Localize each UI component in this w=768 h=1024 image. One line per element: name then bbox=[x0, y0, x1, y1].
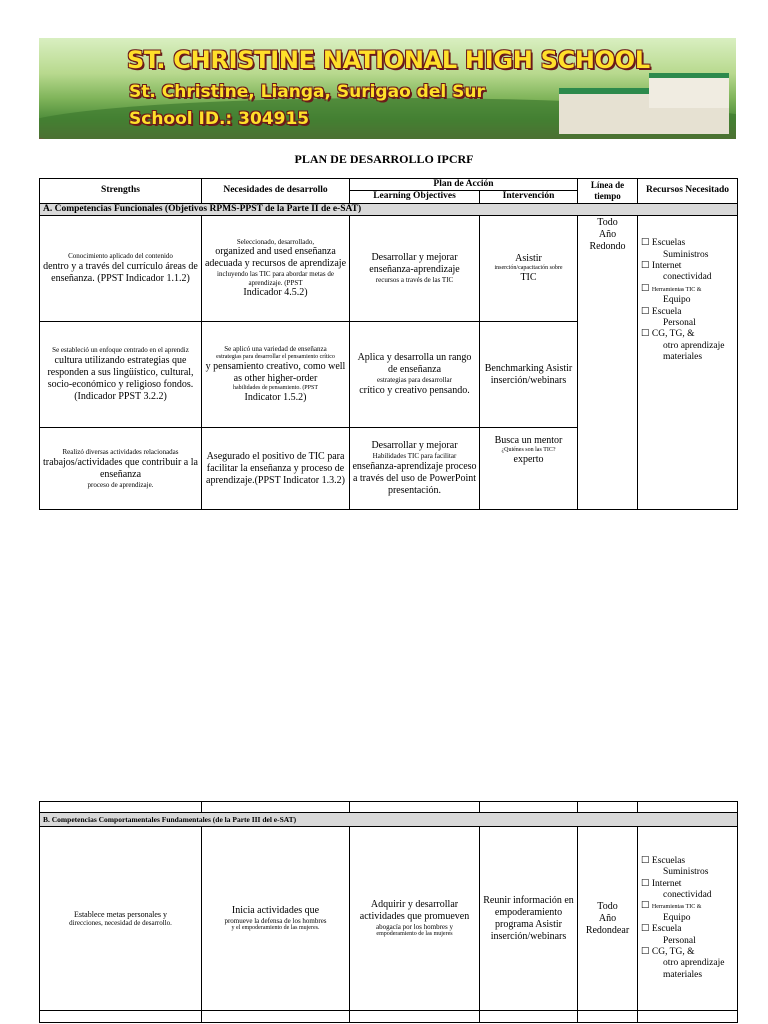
objective-text: estrategias para desarrollar bbox=[376, 376, 452, 385]
need-text: Asegurado el positivo de TIC para facilitar la enseñanza y proceso de aprendizaje.(PPST Indicator 1.3.2) bbox=[206, 450, 345, 486]
objective-text: Aplica y desarrolla un rango de enseñanza bbox=[357, 352, 472, 376]
intervention-cell bbox=[480, 827, 578, 1011]
school-id: School ID.: 304915 bbox=[129, 109, 310, 129]
resource-label: conectividad bbox=[663, 890, 712, 901]
need-text: Se aplicó una variedad de enseñanza bbox=[224, 345, 327, 354]
strength-cell bbox=[40, 216, 202, 322]
objective-cell bbox=[350, 428, 480, 510]
strength-text: Establece metas personales y bbox=[73, 909, 168, 919]
objective-text: abogacía por los hombres y bbox=[376, 922, 453, 931]
resource-label: Equipo bbox=[663, 912, 691, 923]
empty-cell bbox=[480, 1011, 578, 1023]
plan-table-functional bbox=[39, 178, 738, 510]
objective-cell bbox=[350, 827, 480, 1011]
resource-checkbox[interactable]: ☐ Escuelas bbox=[641, 855, 686, 866]
objective-text: enseñanza-aprendizaje proceso a través del uso de PowerPoint presentación. bbox=[352, 460, 477, 496]
need-text: promueve la defensa de los hombres bbox=[224, 916, 327, 925]
objective-text: crítico y creativo pensando. bbox=[359, 384, 470, 396]
resource-label: Equipo bbox=[663, 295, 691, 306]
timeline-text: Redondo bbox=[589, 241, 626, 253]
header-timeline: Línea de tiempo bbox=[578, 179, 638, 204]
timeline-text: Año bbox=[598, 229, 617, 241]
resource-label: materiales bbox=[663, 352, 703, 363]
timeline-text: Año bbox=[598, 912, 617, 924]
need-text: y el empoderamiento de las mujeres. bbox=[231, 925, 320, 932]
strength-text: dentro y a través del currículo áreas de enseñanza. (PPST Indicador 1.1.2) bbox=[43, 260, 198, 284]
empty-cell bbox=[638, 1011, 738, 1023]
strength-text: trabajos/actividades que contribuir a la enseñanza bbox=[43, 456, 198, 480]
table-row bbox=[40, 1011, 738, 1023]
section-a-heading: A. Competencias Funcionales (Objetivos RPMS-PPST de la Parte II de e-SAT) bbox=[40, 203, 738, 215]
strength-text: direcciones, necesidad de desarrollo. bbox=[69, 919, 172, 928]
need-text: incluyendo las TIC para abordar metas de aprendizaje. (PPST bbox=[217, 270, 334, 287]
resource-label: Herramientas TIC & bbox=[651, 286, 702, 293]
strength-text: cultura utilizando estrategias que responden a sus lingüístico, cultural, socio-económico y religioso fondos. (Indicador PPST 3.2.2) bbox=[47, 354, 194, 402]
strength-cell bbox=[40, 322, 202, 428]
timeline-cell bbox=[578, 827, 638, 1011]
empty-cell bbox=[40, 1011, 202, 1023]
need-text: habilidades de pensamiento. (PPST bbox=[233, 384, 318, 391]
need-text: y pensamiento creativo, como well as other higher-order bbox=[205, 360, 346, 384]
empty-cell bbox=[40, 802, 202, 813]
intervention-cell bbox=[480, 216, 578, 322]
resource-checkbox[interactable]: ☐ Internet bbox=[641, 260, 682, 271]
resource-checkbox[interactable]: ☐ Internet bbox=[641, 878, 682, 889]
objective-text: Adquirir y desarrollar actividades que promueven bbox=[359, 898, 470, 922]
need-text: estrategias para desarrollar el pensamiento crítico bbox=[216, 353, 335, 360]
resource-label: conectividad bbox=[663, 272, 712, 283]
header-plan: Plan de Acción bbox=[350, 179, 578, 191]
intervention-cell bbox=[480, 428, 578, 510]
need-cell bbox=[202, 322, 350, 428]
need-cell bbox=[202, 216, 350, 322]
intervention-text: experto bbox=[513, 454, 544, 466]
header-objectives: Learning Objectives bbox=[350, 191, 480, 203]
timeline-text: Todo bbox=[597, 217, 618, 229]
empty-cell bbox=[350, 1011, 480, 1023]
resource-checkbox[interactable]: ☐ CG, TG, & bbox=[641, 946, 695, 957]
document-title: PLAN DE DESARROLLO IPCRF bbox=[294, 152, 474, 166]
resource-checkbox[interactable]: ☐ Escuela bbox=[641, 924, 682, 935]
empty-cell bbox=[350, 802, 480, 813]
resource-label: materiales bbox=[663, 969, 703, 980]
resource-label: Herramientas TIC & bbox=[651, 904, 702, 911]
empty-cell bbox=[202, 802, 350, 813]
school-banner bbox=[39, 38, 736, 139]
header-intervention: Intervención bbox=[480, 191, 578, 203]
banner-building-upper bbox=[649, 73, 729, 108]
empty-cell bbox=[202, 1011, 350, 1023]
empty-cell bbox=[578, 1011, 638, 1023]
timeline-text: Redondear bbox=[585, 924, 630, 936]
objective-text: Desarrollar y mejorar enseñanza-aprendizaje bbox=[369, 252, 460, 276]
objective-text: recursos a través de las TIC bbox=[375, 276, 454, 285]
strength-text: Realizó diversas actividades relacionadas bbox=[62, 448, 179, 457]
header-strengths: Strengths bbox=[40, 179, 202, 204]
resource-label: Suministros bbox=[663, 249, 709, 260]
need-cell bbox=[202, 428, 350, 510]
resource-checkbox[interactable]: ☐ Escuela bbox=[641, 306, 682, 317]
header-needs: Necesidades de desarrollo bbox=[202, 179, 350, 204]
objective-text: Desarrollar y mejorar bbox=[371, 440, 458, 452]
need-text: Indicator 1.5.2) bbox=[244, 392, 307, 404]
school-address: St. Christine, Lianga, Surigao del Sur bbox=[129, 82, 485, 102]
empty-cell bbox=[480, 802, 578, 813]
intervention-cell bbox=[480, 322, 578, 428]
empty-cell bbox=[638, 802, 738, 813]
strength-cell bbox=[40, 428, 202, 510]
intervention-text: Reunir información en empoderamiento programa Asistir inserción/webinars bbox=[483, 894, 574, 942]
resource-label: otro aprendizaje bbox=[663, 958, 725, 969]
objective-cell bbox=[350, 322, 480, 428]
objective-cell bbox=[350, 216, 480, 322]
intervention-text: Benchmarking Asistir inserción/webinars bbox=[484, 362, 573, 386]
need-text: organized and used enseñanza adecuada y recursos de aprendizaje bbox=[204, 246, 347, 270]
resource-label: otro aprendizaje bbox=[663, 340, 725, 351]
strength-text: Conocimiento aplicado del contenido bbox=[68, 252, 173, 261]
header-resources: Recursos Necesitado bbox=[638, 179, 738, 204]
school-name: ST. CHRISTINE NATIONAL HIGH SCHOOL bbox=[127, 46, 650, 74]
section-b-heading: B. Competencias Comportamentales Fundamentales (de la Parte III del e-SAT) bbox=[40, 813, 738, 827]
resources-cell bbox=[638, 216, 738, 510]
resource-checkbox[interactable]: ☐ bbox=[641, 283, 650, 294]
resource-checkbox[interactable]: ☐ bbox=[641, 901, 650, 912]
timeline-text: Todo bbox=[597, 900, 618, 912]
strength-cell bbox=[40, 827, 202, 1011]
intervention-text: Asistir bbox=[515, 253, 542, 265]
intervention-text: ¿Quiénes son las TIC? bbox=[501, 447, 556, 454]
intervention-text: Busca un mentor bbox=[494, 435, 563, 447]
objective-text: Habilidades TIC para facilitar bbox=[372, 452, 457, 461]
empty-cell bbox=[578, 802, 638, 813]
resource-label: Personal bbox=[663, 935, 696, 946]
need-cell bbox=[202, 827, 350, 1011]
resources-cell bbox=[638, 827, 738, 1011]
intervention-text: TIC bbox=[520, 272, 537, 284]
resource-label: Personal bbox=[663, 317, 696, 328]
intervention-text: inserción/capacitación sobre bbox=[494, 265, 563, 272]
need-text: Indicador 4.5.2) bbox=[243, 287, 308, 299]
strength-text: Se estableció un enfoque centrado en el aprendiz bbox=[52, 346, 189, 355]
resource-checkbox[interactable]: ☐ CG, TG, & bbox=[641, 329, 695, 340]
need-text: Seleccionado, desarrollado, bbox=[236, 238, 315, 247]
plan-table-behavioral bbox=[39, 801, 738, 1023]
resource-label: Suministros bbox=[663, 867, 709, 878]
strength-text: proceso de aprendizaje. bbox=[87, 480, 154, 489]
table-row bbox=[40, 827, 738, 1011]
table-row bbox=[40, 802, 738, 813]
resource-checkbox[interactable]: ☐ Escuelas bbox=[641, 238, 686, 249]
objective-text: empoderamiento de las mujeres bbox=[376, 931, 453, 938]
timeline-cell bbox=[578, 216, 638, 510]
table-row bbox=[40, 216, 738, 322]
need-text: Inicia actividades que bbox=[231, 904, 320, 916]
